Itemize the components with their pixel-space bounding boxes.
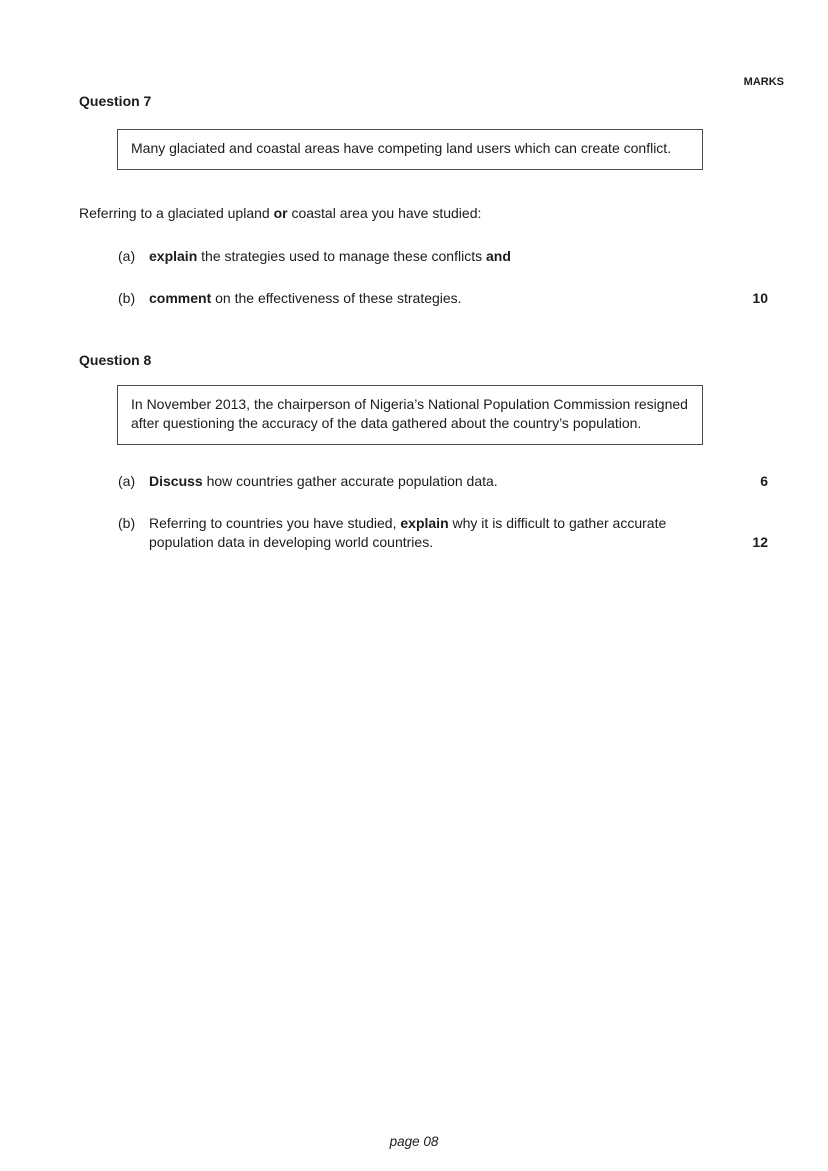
page-footer: page 08 xyxy=(389,1134,439,1149)
part-marks: 10 xyxy=(752,290,768,306)
part-label: (a) xyxy=(118,473,136,489)
question-part xyxy=(118,472,768,491)
stimulus-text: Many glaciated and coastal areas have competing land users which can create conflict. xyxy=(131,140,672,156)
question-7 xyxy=(79,94,768,308)
marks-column-header: MARKS xyxy=(743,76,784,88)
part-marks: 12 xyxy=(752,534,768,550)
stimulus-box xyxy=(117,385,703,445)
question-part xyxy=(118,289,768,308)
question-8 xyxy=(79,353,768,552)
part-marks: 6 xyxy=(760,473,768,489)
question-title: Question 8 xyxy=(79,352,152,368)
part-label: (a) xyxy=(118,248,136,264)
question-title: Question 7 xyxy=(79,93,152,109)
part-text: explain the strategies used to manage these conflicts and xyxy=(149,248,511,264)
stimulus-text: In November 2013, the chairperson of Nigeria’s National Population Commission resigned after questioning the accuracy of the data gathered about the country’s population. xyxy=(131,396,688,431)
question-part xyxy=(118,247,768,266)
part-text: Referring to countries you have studied, explain why it is difficult to gather accurate population data in developing world countries. xyxy=(149,515,667,550)
question-part xyxy=(118,514,768,552)
part-text: comment on the effectiveness of these strategies. xyxy=(149,290,462,306)
part-label: (b) xyxy=(118,515,136,531)
stimulus-box xyxy=(117,129,703,170)
page-content xyxy=(79,0,768,552)
part-label: (b) xyxy=(118,290,136,306)
part-text: Discuss how countries gather accurate population data. xyxy=(149,473,498,489)
question-intro: Referring to a glaciated upland or coastal area you have studied: xyxy=(79,205,482,221)
